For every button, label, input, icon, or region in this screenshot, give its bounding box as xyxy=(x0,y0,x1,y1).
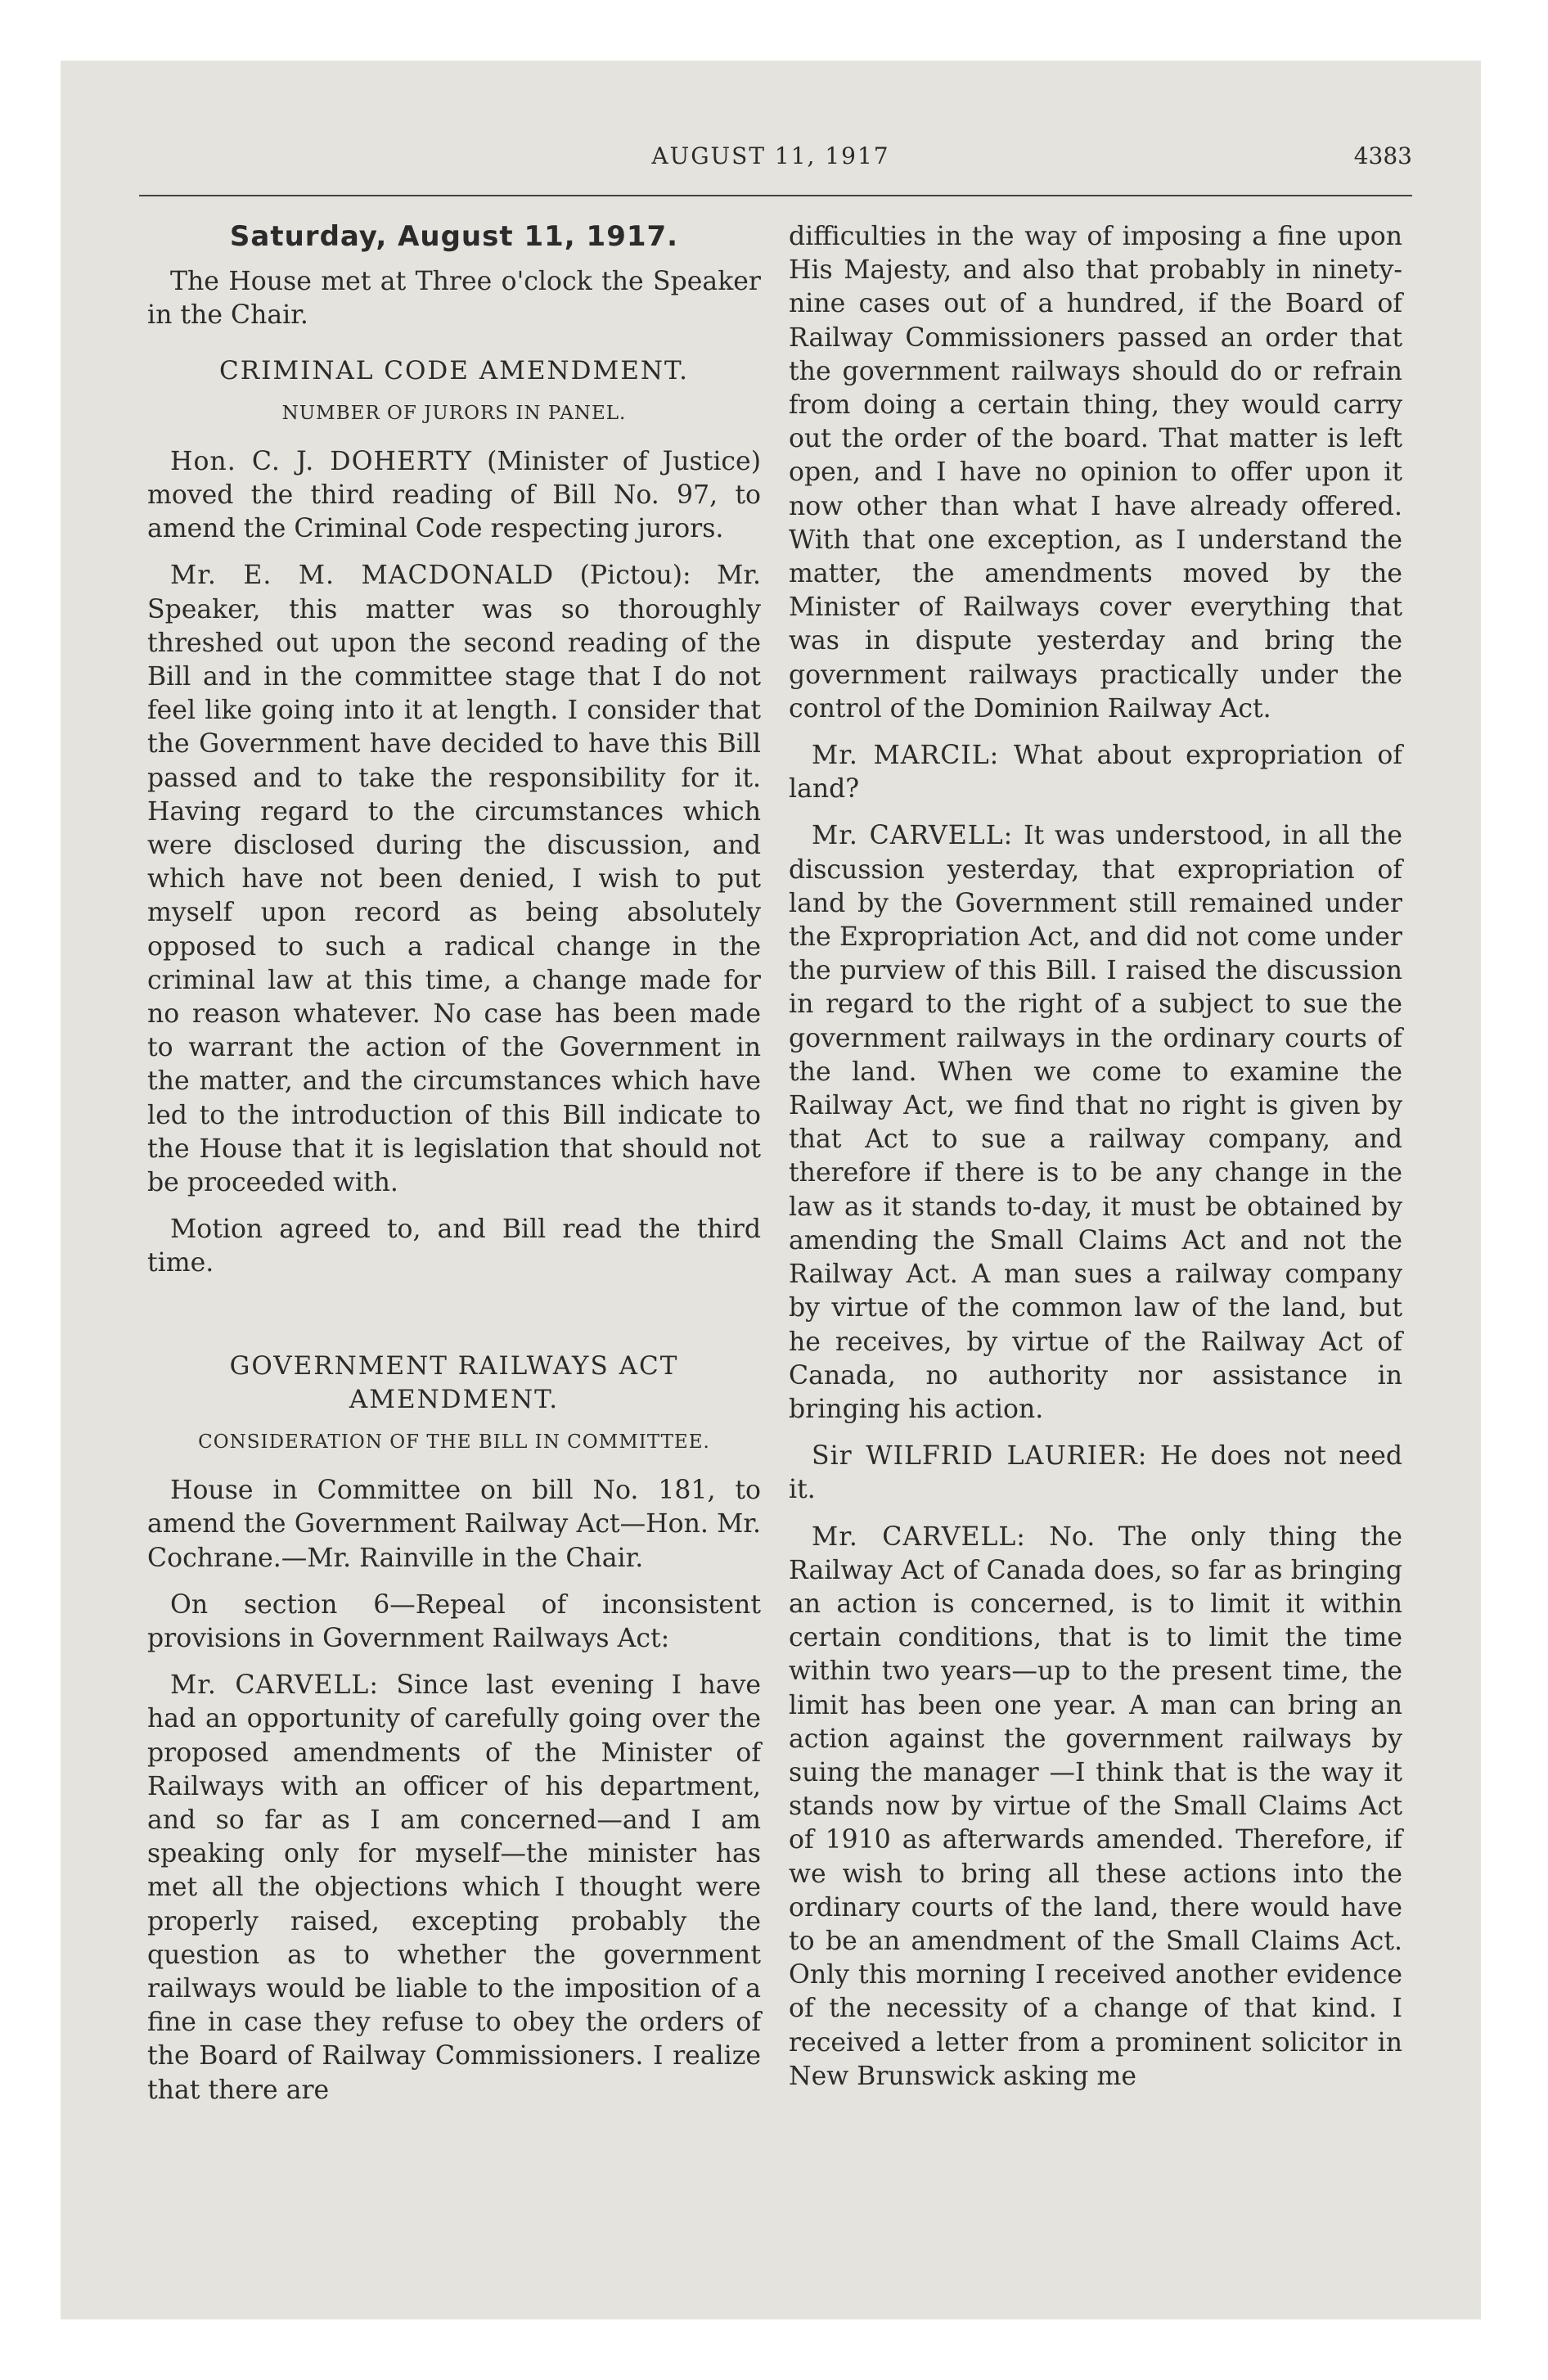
paragraph: On section 6—Repeal of inconsistent provisions in Government Railways Act: xyxy=(147,1589,761,1653)
speech-text: He does not need it. xyxy=(789,1441,1402,1505)
speech-text: It was understood, in all the discussion yesterday, that expropriation of land by the Government still remained under the Expropriation Act, and did not come under the purview of this Bill. I raised the discussion in regard to the right of a subject to sue the government railways in the ordinary courts of the land. When we come to examine the Railway Act, we find that no right is given by that Act to sue a railway company, and therefore if there is to be any change in the law as it stands to-day, it must be obtained by amending the Small Claims Act and not the Railway Act. A man sues a railway company by virtue of the common law of the land, but he receives, by virtue of the Railway Act of Canada, no authority nor assistance in bringing his action. xyxy=(789,821,1402,1424)
section-heading: CRIMINAL CODE AMENDMENT. xyxy=(219,355,689,385)
speaker-name: Hon. C. J. DOHERTY xyxy=(170,446,472,476)
speech-text: (Pictou): Mr. Speaker, this matter was so thoroughly threshed out upon the second reading of the Bill and in the committee stage that I do not feel like going into it at length. I consider that the Government have decided to have this Bill passed and to take the responsibility for it. Having regard to the circumstances which were disclosed during the discussion, and which have not been denied, I wish to put myself upon record as being absolutely opposed to such a radical change in the criminal law at this time, a change made for no reason whatever. No case has been made to warrant the action of the Government in the matter, and the circumstances which have led to the introduction of this Bill indicate to the House that it is legislation that should not be proceeded with. xyxy=(147,561,761,1198)
paragraph xyxy=(147,1669,761,2107)
section-subheading: CONSIDERATION OF THE BILL IN COMMITTEE. xyxy=(198,1431,710,1454)
speech-text: Since last evening I have had an opportunity of carefully going over the proposed amendments of the Minister of Railways with an officer of his department, and so far as I am concerned—and I am speaking only for myself—the minister has met all the objections which I thought were properly raised, excepting probably the question as to whether the government railways would be liable to the imposition of a fine in case they refuse to obey the orders of the Board of Railway Commissioners. I realize that there are xyxy=(147,1670,762,2105)
paragraph xyxy=(789,1440,1402,1507)
speaker-name: Mr. CARVELL: xyxy=(170,1670,379,1701)
header-date: AUGUST 11, 1917 xyxy=(651,142,890,169)
section-subheading: NUMBER OF JURORS IN PANEL. xyxy=(281,402,627,424)
spacer xyxy=(147,1294,761,1328)
scanned-page xyxy=(61,61,1481,2319)
speech-text: (Minister of Justice) moved the third reading of Bill No. 97, to amend the Criminal Code respecting jurors. xyxy=(147,446,761,544)
speaker-name: Mr. E. M. MACDONALD xyxy=(170,561,555,591)
section-heading: GOVERNMENT RAILWAYS ACT AMENDMENT. xyxy=(229,1350,679,1414)
left-column xyxy=(147,220,761,2121)
paragraph xyxy=(789,819,1402,1427)
page-number: 4383 xyxy=(1353,142,1412,169)
speech-text: What about expropriation of land? xyxy=(789,741,1402,805)
paragraph xyxy=(147,445,761,547)
speaker-name: Sir WILFRID LAURIER: xyxy=(812,1441,1148,1472)
page-header xyxy=(61,142,1481,192)
paragraph: difficulties in the way of imposing a fine upon His Majesty, and also that probably in ninety-nine cases out of a hundred, if the Board of Railway Commissioners passed an order that the government railways should do or refrain from doing a certain thing, they would carry out the order of the board. That matter is left open, and I have no opinion to offer upon it now other than what I have already offered. With that one exception, as I understand the matter, the amendments moved by the Minister of Railways cover everything that was in dispute yesterday and bring the government railways practically under the control of the Dominion Railway Act. xyxy=(789,222,1402,723)
paragraph xyxy=(147,559,761,1200)
paragraph xyxy=(789,739,1402,806)
paragraph: Motion agreed to, and Bill read the third time. xyxy=(147,1215,761,1278)
day-title: Saturday, August 11, 1917. xyxy=(229,220,679,253)
speaker-name: Mr. CARVELL: xyxy=(812,821,1014,851)
paragraph xyxy=(789,1521,1402,2094)
speech-text: No. The only thing the Railway Act of Canada does, so far as bringing an action is concerned, is to limit it within certain conditions, that is to limit the time within two years—up to the present time, the limit has been one year. A man can bring an action against the government railways by suing the manager —I think that is the way it stands now by virtue of the Small Claims Act of 1910 as afterwards amended. Therefore, if we wish to bring all these actions into the ordinary courts of the land, there would have to be an amendment of the Small Claims Act. Only this morning I received another evidence of the necessity of a change of that kind. I received a letter from a prominent solicitor in New Brunswick asking me xyxy=(789,1521,1403,2091)
speaker-name: Mr. CARVELL: xyxy=(812,1521,1026,1552)
right-column xyxy=(789,220,1402,2107)
paragraph: House in Committee on bill No. 181, to amend the Government Railway Act—Hon. Mr. Cochrane.—Mr. Rainville in the Chair. xyxy=(147,1476,761,1573)
speaker-name: Mr. MARCIL: xyxy=(812,741,1000,771)
header-rule xyxy=(139,195,1412,196)
opening-paragraph: The House met at Three o'clock the Speaker in the Chair. xyxy=(147,267,761,331)
